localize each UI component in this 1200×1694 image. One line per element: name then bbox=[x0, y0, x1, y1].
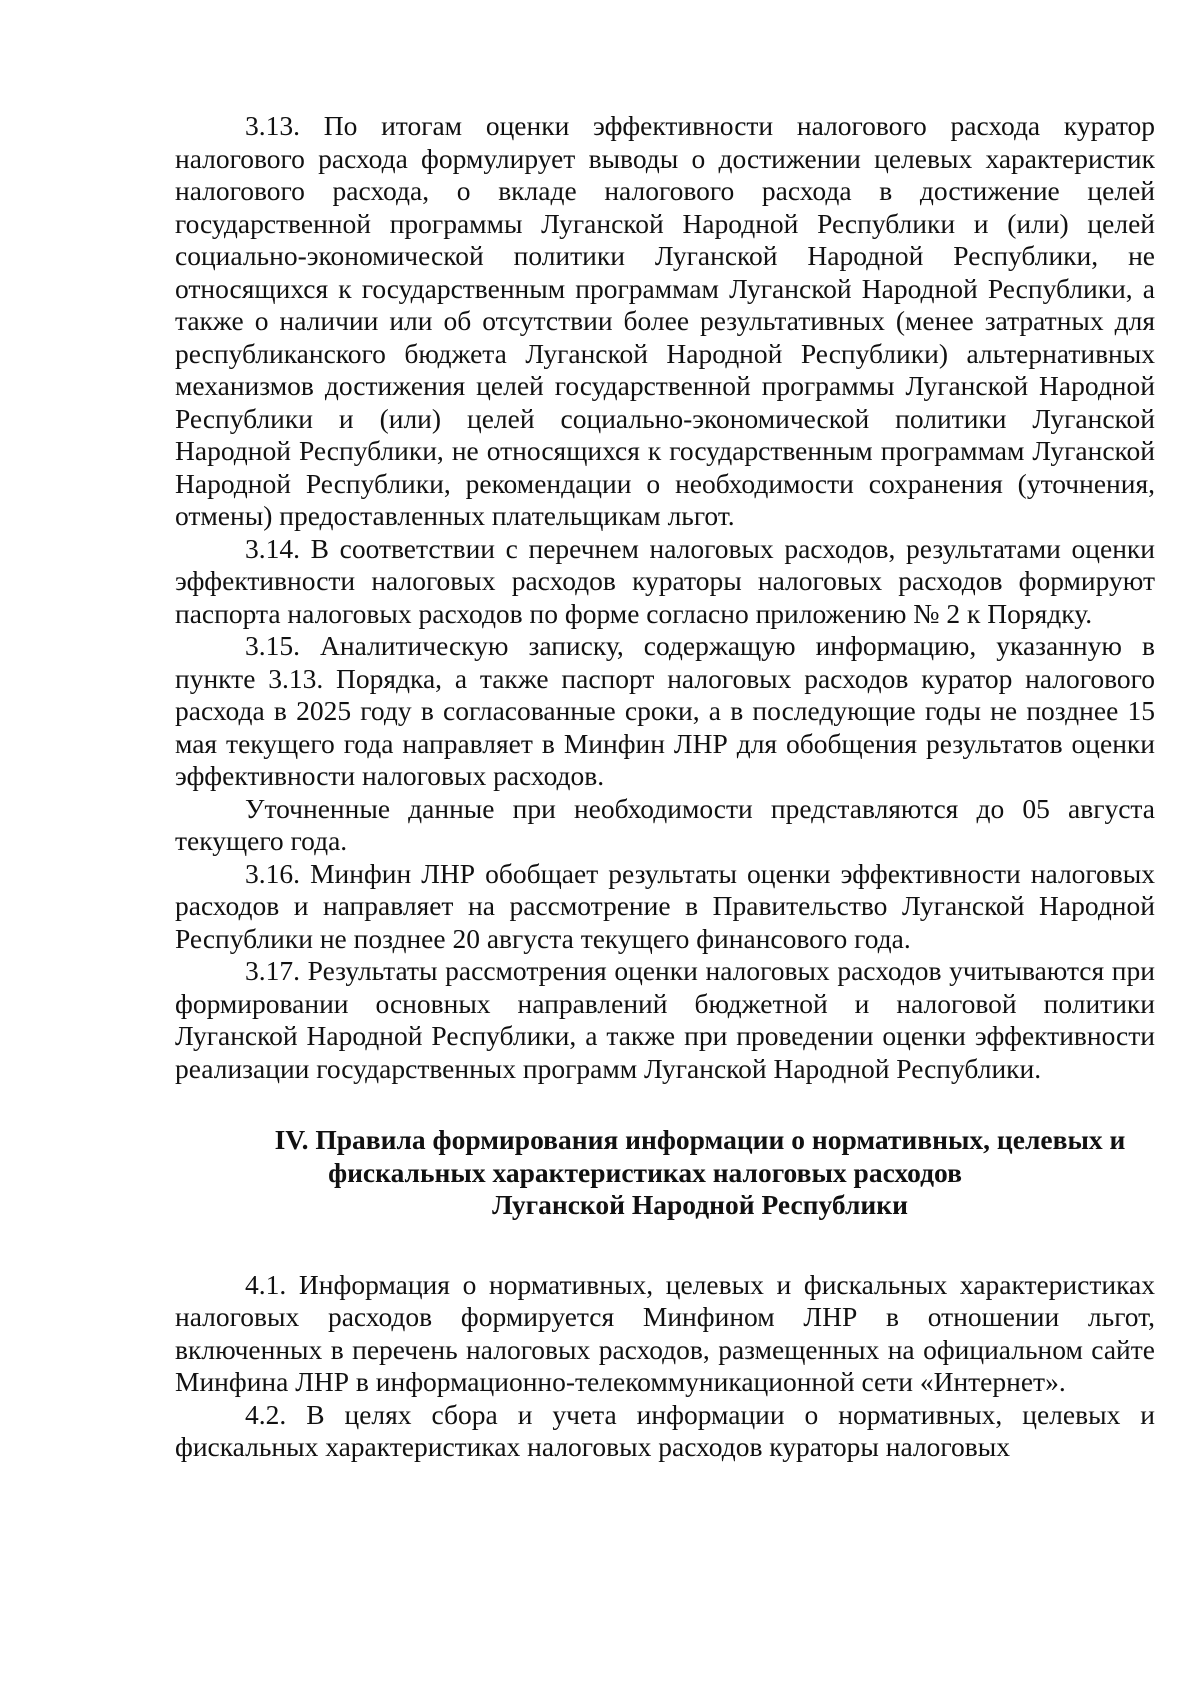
section-heading-line-2: фискальных характеристиках налоговых расходов bbox=[328, 1156, 962, 1188]
paragraph-4-1: 4.1. Информация о нормативных, целевых и фискальных характеристиках налоговых расходов формируется Минфином ЛНР в отношении льгот, включенных в перечень налоговых расходов, размещенных на официальном сайте Минфина ЛНР в информационно-телекоммуникационной сети «Интернет». bbox=[175, 1268, 1155, 1397]
section-heading-line-1: IV. Правила формирования информации о нормативных, целевых и bbox=[274, 1124, 1126, 1155]
document-page bbox=[175, 110, 1155, 1464]
section-heading-line-3: Луганской Народной Республики bbox=[492, 1189, 908, 1220]
paragraph-3-15-note: Уточненные данные при необходимости представляются до 05 августа текущего года. bbox=[175, 792, 1155, 856]
paragraph-3-17: 3.17. Результаты рассмотрения оценки налоговых расходов учитываются при формировании основных направлений бюджетной и налоговой политики Луганской Народной Республики, а также при проведении оценки эффективности реализации государственных программ Луганской Народной Республики. bbox=[175, 955, 1155, 1084]
paragraph-3-15: 3.15. Аналитическую записку, содержащую информацию, указанную в пункте 3.13. Порядка, а также паспорт налоговых расходов куратор налогового расхода в 2025 году в согласованные сроки, а в последующие годы не позднее 15 мая текущего года направляет в Минфин ЛНР для обобщения результатов оценки эффективности налоговых расходов. bbox=[175, 630, 1155, 791]
paragraph-4-2: 4.2. В целях сбора и учета информации о нормативных, целевых и фискальных характеристиках налоговых расходов кураторы налоговых bbox=[175, 1398, 1155, 1462]
paragraph-3-14: 3.14. В соответствии с перечнем налоговых расходов, результатами оценки эффективности налоговых расходов кураторы налоговых расходов формируют паспорта налоговых расходов по форме согласно приложению № 2 к Порядку. bbox=[175, 532, 1155, 629]
section-heading bbox=[175, 1124, 1155, 1222]
paragraph-3-16: 3.16. Минфин ЛНР обобщает результаты оценки эффективности налоговых расходов и направляет на рассмотрение в Правительство Луганской Народной Республики не позднее 20 августа текущего финансового года. bbox=[175, 857, 1155, 954]
paragraph-3-13: 3.13. По итогам оценки эффективности налогового расхода куратор налогового расхода формулирует выводы о достижении целевых характеристик налогового расхода, о вкладе налогового расхода в достижение целей государственной программы Луганской Народной Республики и (или) целей социально-экономической политики Луганской Народной Республики, не относящихся к государственным программам Луганской Народной Республики, а также о наличии или об отсутствии более результативных (менее затратных для республиканского бюджета Луганской Народной Республики) альтернативных механизмов достижения целей государственной программы Луганской Народной Республики и (или) целей социально-экономической политики Луганской Народной Республики, не относящихся к государственным программам Луганской Народной Республики, рекомендации о необходимости сохранения (уточнения, отмены) предоставленных плательщикам льгот. bbox=[175, 110, 1155, 531]
